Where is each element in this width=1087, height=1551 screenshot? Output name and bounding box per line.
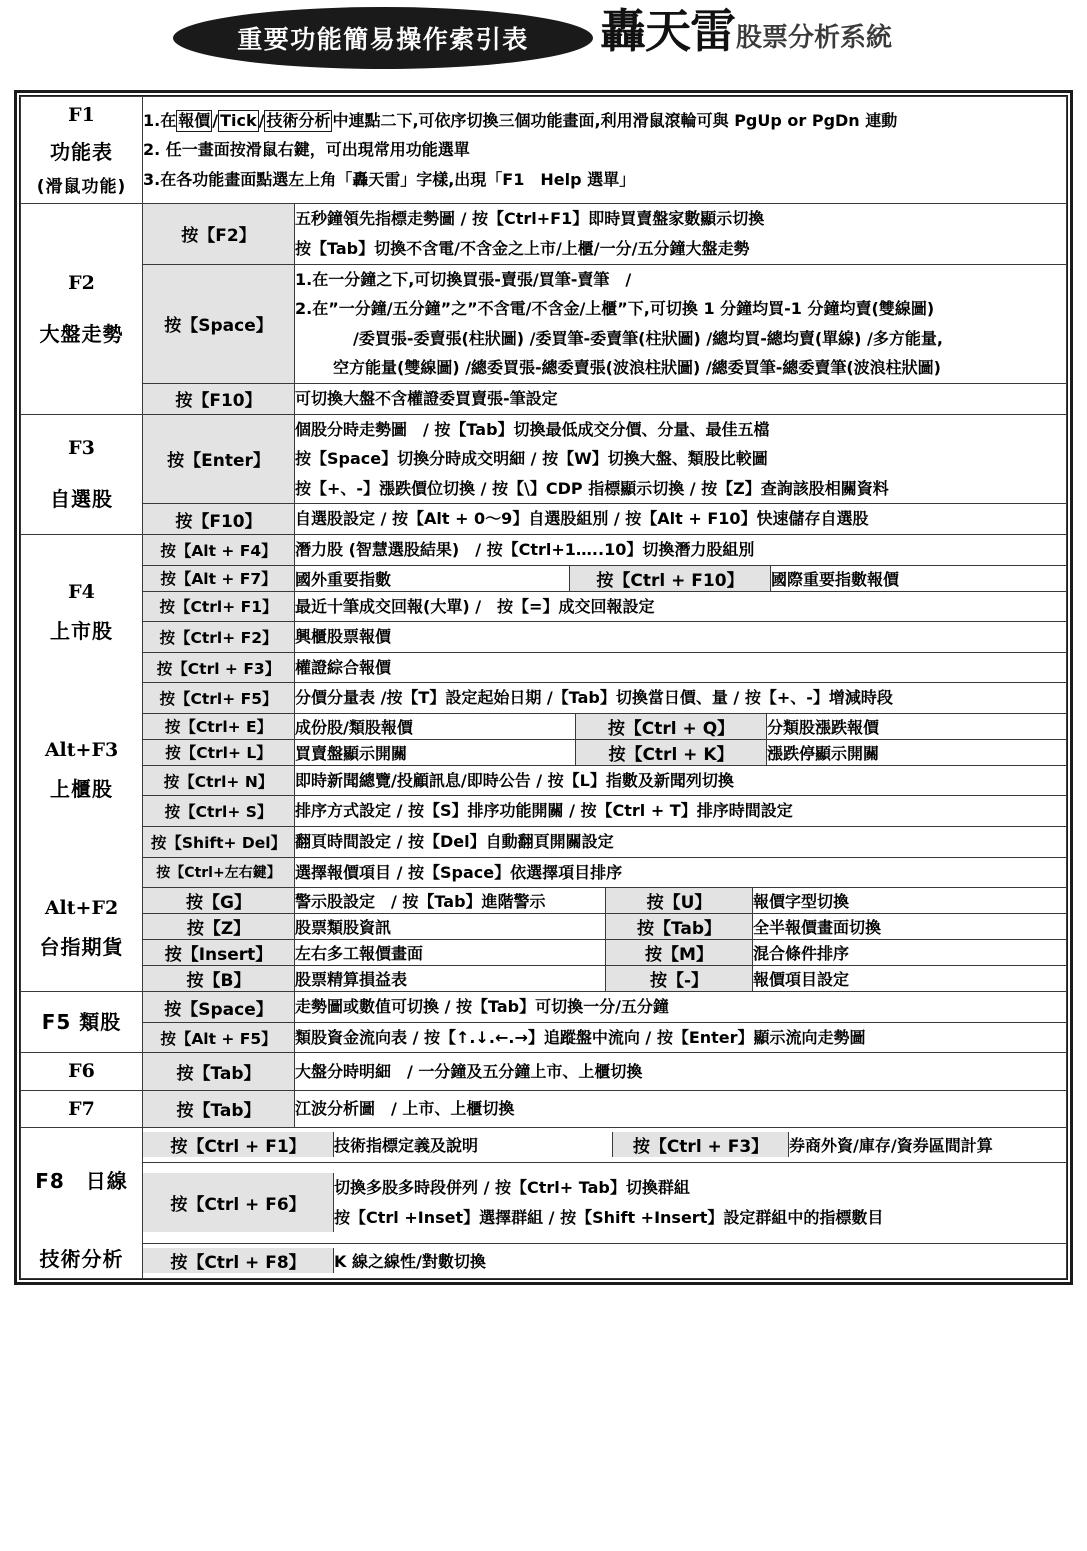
desc-line: 個股分時走勢圖 / 按【Tab】切換最低成交分價、分量、最佳五檔 xyxy=(295,419,770,439)
split-table xyxy=(143,1248,1066,1273)
key-cell-u[interactable]: 按【U】 xyxy=(606,888,753,913)
split-cell-f8-2 xyxy=(143,1162,1067,1243)
logo-sub-text: 股票分析系統 xyxy=(736,23,893,53)
desc-line: 最近十筆成交回報(大單) / 按【=】成交回報設定 xyxy=(295,596,655,616)
table-row xyxy=(21,97,1067,204)
desc-line: 大盤分時明細 / 一分鐘及五分鐘上市、上櫃切換 xyxy=(295,1061,643,1081)
table-row xyxy=(21,1053,1067,1090)
label-line: 大盤走勢 xyxy=(39,322,124,347)
logo-main-text: 轟天雷 xyxy=(600,4,735,58)
row-desc-f6 xyxy=(295,1053,1067,1090)
key-cell-ctrl-f3[interactable]: 按【Ctrl + F3】 xyxy=(143,652,295,683)
table-row xyxy=(21,966,1067,992)
key-cell-ctrl-arrows[interactable]: 按【Ctrl+左右鍵】 xyxy=(143,857,295,888)
key-cell-ctrl-f3-f8[interactable]: 按【Ctrl + F3】 xyxy=(613,1132,789,1157)
split-table xyxy=(295,714,1066,739)
split-cell-f8-3 xyxy=(143,1243,1067,1278)
key-cell-f2[interactable]: 按【F2】 xyxy=(143,204,295,264)
desc-left: 買賣盤顯示開關 xyxy=(295,743,408,763)
desc-line xyxy=(143,106,1066,136)
row-desc-ctrl-f1 xyxy=(295,591,1067,622)
table-row xyxy=(21,383,1067,414)
key-cell-ctrl-l[interactable]: 按【Ctrl+ L】 xyxy=(143,739,295,765)
label-line: Alt+F2 xyxy=(44,897,119,920)
row-desc-ctrl-f5 xyxy=(295,683,1067,714)
desc-line: 2. 任一畫面按滑鼠右鍵，可出現常用功能選單 xyxy=(143,140,470,160)
row-desc-alt-f4 xyxy=(295,534,1067,565)
desc-line: 五秒鐘領先指標走勢圖 / 按【Ctrl+F1】即時買賣盤家數顯示切換 xyxy=(295,209,765,229)
desc-line: 即時新聞總覽/投顧訊息/即時公告 / 按【L】指數及新聞列切換 xyxy=(295,770,734,790)
key-cell-tab-f6[interactable]: 按【Tab】 xyxy=(143,1053,295,1090)
row-desc-f5-1 xyxy=(295,992,1067,1023)
key-cell-ctrl-f5[interactable]: 按【Ctrl+ F5】 xyxy=(143,683,295,714)
split-table xyxy=(295,888,1066,913)
table-row xyxy=(21,1162,1067,1243)
desc-left: 技術指標定義及說明 xyxy=(334,1136,479,1156)
key-cell-minus[interactable]: 按【-】 xyxy=(606,966,753,991)
label-line: 自選股 xyxy=(50,487,113,512)
key-cell-alt-f4[interactable]: 按【Alt + F4】 xyxy=(143,534,295,565)
key-cell-alt-f7[interactable]: 按【Alt + F7】 xyxy=(143,565,295,591)
row-desc-ctrl-arrows xyxy=(295,857,1067,888)
table-row xyxy=(21,765,1067,796)
split-table xyxy=(295,940,1066,965)
desc-right: 券商外資/庫存/資券區間計算 xyxy=(789,1136,993,1156)
desc-line: 排序方式設定 / 按【S】排序功能開關 / 按【Ctrl + T】排序時間設定 xyxy=(295,801,793,821)
row-desc-f5-2 xyxy=(295,1022,1067,1053)
desc-left: 股票精算損益表 xyxy=(295,970,408,990)
table-row xyxy=(21,827,1067,858)
row-label-f5 xyxy=(21,992,143,1053)
table-row xyxy=(21,796,1067,827)
label-line: F6 xyxy=(68,1060,95,1083)
row-label-f7 xyxy=(21,1090,143,1127)
table-row xyxy=(21,1127,1067,1162)
label-line: F7 xyxy=(68,1097,95,1120)
label-line: F4 xyxy=(68,581,95,604)
split-table xyxy=(143,1132,1066,1157)
split-table xyxy=(143,1173,1066,1232)
label-line: 上市股 xyxy=(50,619,113,644)
row-desc-f2-1 xyxy=(295,204,1067,264)
key-cell-alt-f5[interactable]: 按【Alt + F5】 xyxy=(143,1022,295,1053)
desc-line: 切換多股多時段併列 / 按【Ctrl+ Tab】切換群組 xyxy=(334,1178,690,1198)
split-table xyxy=(295,914,1066,939)
split-cell-alt-f7 xyxy=(295,565,1067,591)
desc-line: 按【Tab】切換不含電/不含金之上市/上櫃/一分/五分鐘大盤走勢 xyxy=(295,238,750,258)
key-cell-space-f2[interactable]: 按【Space】 xyxy=(143,264,295,383)
row-label-group-f4-altf3-altf2 xyxy=(21,534,143,991)
label-line: F3 xyxy=(68,437,95,460)
key-cell-f10-f3[interactable]: 按【F10】 xyxy=(143,504,295,535)
row-label-f1 xyxy=(21,97,143,204)
row-desc-ctrl-f3 xyxy=(295,652,1067,683)
desc-right: 混合條件排序 xyxy=(753,944,850,964)
row-desc-ctrl-s xyxy=(295,796,1067,827)
label-line: Alt+F3 xyxy=(44,739,119,762)
split-cell-f8-1 xyxy=(143,1127,1067,1162)
desc-right: 全半報價畫面切換 xyxy=(753,918,882,938)
brand-logo xyxy=(600,4,893,58)
key-cell-ctrl-f2[interactable]: 按【Ctrl+ F2】 xyxy=(143,622,295,653)
split-cell-z xyxy=(295,914,1067,940)
table-row xyxy=(21,992,1067,1023)
row-desc-f8-2 xyxy=(334,1173,1067,1232)
row-desc-f8-3: K 線之線性/對數切換 xyxy=(334,1252,486,1272)
desc-line: 類股資金流向表 / 按【↑.↓.←.→】追蹤盤中流向 / 按【Enter】顯示流向走勢圖 xyxy=(295,1027,866,1047)
desc-line: 可切換大盤不含權證委買賣張-筆設定 xyxy=(295,388,558,408)
desc-left: 成份股/類股報價 xyxy=(295,717,413,737)
key-cell-f10-f2[interactable]: 按【F10】 xyxy=(143,383,295,414)
table-row xyxy=(21,940,1067,966)
split-cell-b xyxy=(295,966,1067,992)
split-table xyxy=(295,566,1066,591)
page-header xyxy=(0,0,1087,78)
table-row xyxy=(21,713,1067,739)
desc-left: 左右多工報價畫面 xyxy=(295,944,424,964)
row-desc-f3-1 xyxy=(295,414,1067,504)
key-cell-ctrl-f1-f8[interactable]: 按【Ctrl + F1】 xyxy=(143,1132,334,1157)
split-cell-insert xyxy=(295,940,1067,966)
desc-line: 按【Ctrl +Inset】選擇群組 / 按【Shift +Insert】設定群組中的指標數目 xyxy=(334,1207,884,1227)
banner-title: 重要功能簡易操作索引表 xyxy=(237,25,529,54)
key-cell-m[interactable]: 按【M】 xyxy=(606,940,753,965)
desc-line: /委買張-委賣張(柱狀圖) /委買筆-委賣筆(柱狀圖) /總均買-總均賣(單線) /多方能量, xyxy=(353,328,943,348)
row-desc-ctrl-f2 xyxy=(295,622,1067,653)
desc-right: 報價字型切換 xyxy=(753,892,850,912)
key-cell-tab-halfwidth[interactable]: 按【Tab】 xyxy=(606,914,753,939)
table-row xyxy=(21,857,1067,888)
table-row xyxy=(21,914,1067,940)
table-row xyxy=(21,1090,1067,1127)
desc-right: 分類股漲跌報價 xyxy=(767,717,880,737)
key-cell-ctrl-n[interactable]: 按【Ctrl+ N】 xyxy=(143,765,295,796)
table-row xyxy=(21,888,1067,914)
table-row xyxy=(21,622,1067,653)
row-desc-f2-3 xyxy=(295,383,1067,414)
desc-line: 按【Space】切換分時成交明細 / 按【W】切換大盤、類股比較圖 xyxy=(295,449,768,469)
label-line: F5 類股 xyxy=(41,1010,122,1035)
label-line: 台指期貨 xyxy=(39,935,124,960)
key-cell-enter-f3[interactable]: 按【Enter】 xyxy=(143,414,295,504)
table-row xyxy=(21,1243,1067,1278)
desc-line: 3.在各功能畫面點選左上角「轟天雷」字樣,出現「F1 Help 選單」 xyxy=(143,169,636,189)
row-desc-ctrl-n xyxy=(295,765,1067,796)
desc-left: 警示股設定 / 按【Tab】進階警示 xyxy=(295,892,546,912)
boxed-term-techanalysis: 技術分析 xyxy=(266,110,331,130)
key-cell-ctrl-f8[interactable]: 按【Ctrl + F8】 xyxy=(143,1248,334,1273)
desc-right: 報價項目設定 xyxy=(753,970,850,990)
table-row xyxy=(21,652,1067,683)
shortcut-table xyxy=(20,96,1067,1279)
desc-right: 國際重要指數報價 xyxy=(771,569,900,589)
table-row xyxy=(21,504,1067,535)
key-cell-ctrl-q[interactable]: 按【Ctrl + Q】 xyxy=(576,714,767,739)
shortcut-table-inner xyxy=(19,95,1068,1280)
boxed-term-quote: 報價 xyxy=(178,110,211,130)
table-row xyxy=(21,414,1067,504)
table-row xyxy=(21,683,1067,714)
desc-line: 按【+、-】漲跌價位切換 / 按【\】CDP 指標顯示切換 / 按【Z】查詢該股相關資料 xyxy=(295,478,889,498)
row-label-f3 xyxy=(21,414,143,534)
separator: / xyxy=(212,110,219,130)
row-label-f2 xyxy=(21,204,143,414)
desc-line: 選擇報價項目 / 按【Space】依選擇項目排序 xyxy=(295,862,623,882)
row-desc-shift-del xyxy=(295,827,1067,858)
key-cell-ctrl-e[interactable]: 按【Ctrl+ E】 xyxy=(143,713,295,739)
split-table xyxy=(295,966,1066,991)
key-cell-insert[interactable]: 按【Insert】 xyxy=(143,940,295,966)
label-line: F8 日線 xyxy=(35,1168,128,1193)
split-cell-ctrl-e xyxy=(295,713,1067,739)
table-row xyxy=(21,591,1067,622)
key-cell-ctrl-s[interactable]: 按【Ctrl+ S】 xyxy=(143,796,295,827)
label-line: 功能表 xyxy=(50,140,113,165)
desc-line: 自選股設定 / 按【Alt + 0～9】自選股組別 / 按【Alt + F10】快速儲存自選股 xyxy=(295,509,869,529)
desc-left: 國外重要指數 xyxy=(295,569,392,589)
key-cell-g[interactable]: 按【G】 xyxy=(143,888,295,914)
desc-line: 2.在”一分鐘/五分鐘”之”不含電/不含金/上櫃”下,可切換 1 分鐘均買-1 分鐘均賣(雙線圖) xyxy=(295,299,935,319)
desc-line: 權證綜合報價 xyxy=(295,657,392,677)
table-row xyxy=(21,534,1067,565)
key-cell-ctrl-f10[interactable]: 按【Ctrl + F10】 xyxy=(570,566,771,591)
key-cell-ctrl-k[interactable]: 按【Ctrl + K】 xyxy=(576,740,767,765)
label-line: F2 xyxy=(68,271,95,294)
desc-line: 空方能量(雙線圖) /總委買張-總委賣張(波浪柱狀圖) /總委買筆-總委賣筆(波浪柱狀圖) xyxy=(333,358,941,378)
row-desc-f3-2 xyxy=(295,504,1067,535)
table-row xyxy=(21,204,1067,264)
desc-line: 走勢圖或數值可切換 / 按【Tab】可切換一分/五分鐘 xyxy=(295,997,669,1017)
desc-text: 中連點二下,可依序切換三個功能畫面,利用滑鼠滾輪可與 PgUp or PgDn 連動 xyxy=(332,110,898,130)
row-desc-f2-2 xyxy=(295,264,1067,383)
table-row xyxy=(21,739,1067,765)
desc-right: 漲跌停顯示開關 xyxy=(767,743,880,763)
separator: / xyxy=(258,110,265,130)
boxed-term-tick: Tick xyxy=(220,110,257,130)
split-cell-ctrl-l xyxy=(295,739,1067,765)
desc-text: 1.在 xyxy=(143,110,177,130)
key-cell-ctrl-f6-f8[interactable]: 按【Ctrl + F6】 xyxy=(143,1173,334,1232)
desc-line: 興櫃股票報價 xyxy=(295,627,392,647)
desc-line: 江波分析圖 / 上市、上櫃切換 xyxy=(295,1098,515,1118)
key-cell-z[interactable]: 按【Z】 xyxy=(143,914,295,940)
title-banner xyxy=(173,7,593,69)
row-label-f6 xyxy=(21,1053,143,1090)
desc-line: 潛力股 (智慧選股結果) / 按【Ctrl+1…..10】切換潛力股組別 xyxy=(295,539,755,559)
row-desc-f7 xyxy=(295,1090,1067,1127)
label-line: F1 xyxy=(68,104,95,126)
key-cell-b[interactable]: 按【B】 xyxy=(143,966,295,992)
desc-left: 股票類股資訊 xyxy=(295,918,392,938)
desc-line: 分價分量表 /按【T】設定起始日期 /【Tab】切換當日價、量 / 按【+、-】增減時段 xyxy=(295,688,893,708)
label-line: (滑鼠功能) xyxy=(36,177,127,198)
split-table xyxy=(295,740,1066,765)
row-label-f8 xyxy=(21,1127,143,1278)
key-cell-ctrl-f1[interactable]: 按【Ctrl+ F1】 xyxy=(143,591,295,622)
row-desc-f1 xyxy=(143,97,1067,204)
table-row xyxy=(21,565,1067,591)
table-row xyxy=(21,1022,1067,1053)
label-line: 上櫃股 xyxy=(50,777,113,802)
table-row xyxy=(21,264,1067,383)
label-line: 技術分析 xyxy=(39,1246,124,1271)
key-cell-tab-f7[interactable]: 按【Tab】 xyxy=(143,1090,295,1127)
shortcut-table-frame xyxy=(14,90,1073,1285)
desc-line: 翻頁時間設定 / 按【Del】自動翻頁開關設定 xyxy=(295,832,614,852)
desc-line: 1.在一分鐘之下,可切換買張-賣張/買筆-賣筆 / xyxy=(295,269,632,289)
key-cell-space-f5[interactable]: 按【Space】 xyxy=(143,992,295,1023)
key-cell-shift-del[interactable]: 按【Shift+ Del】 xyxy=(143,827,295,858)
split-cell-g xyxy=(295,888,1067,914)
